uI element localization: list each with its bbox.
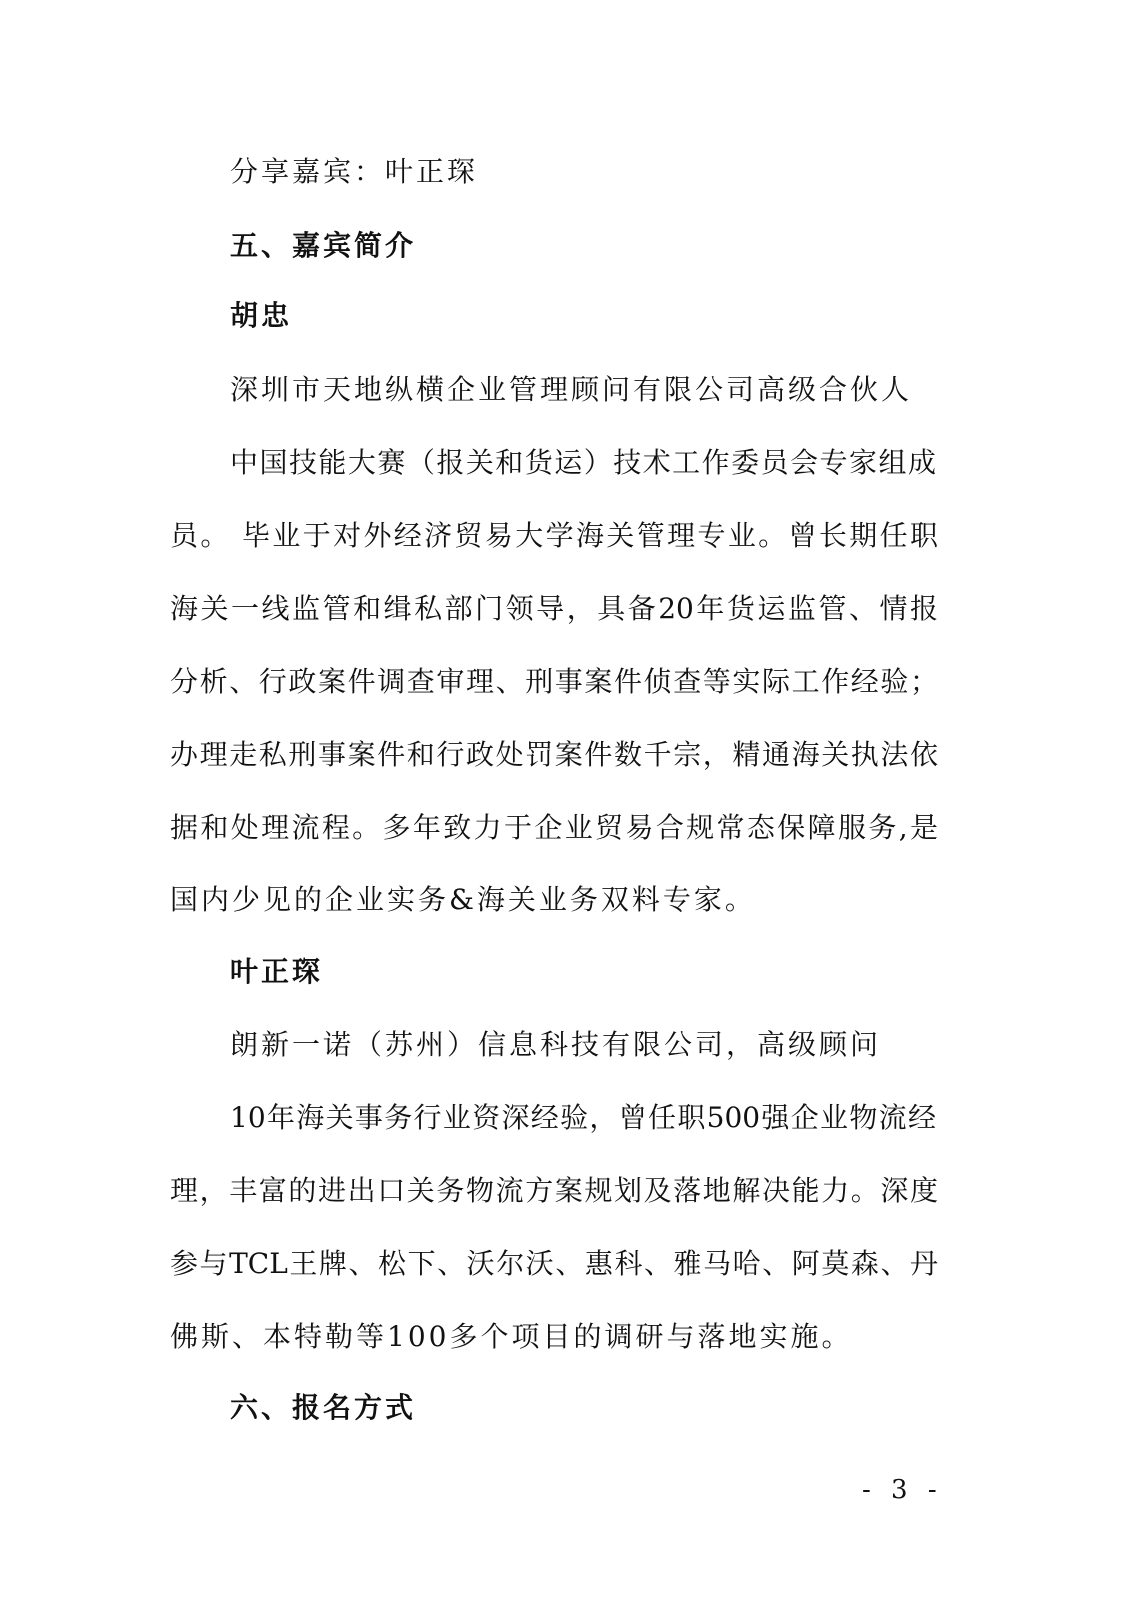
paragraph-line: 员。 毕业于对外经济贸易大学海关管理专业。曾长期任职 (170, 519, 938, 552)
paragraph-line: 办理走私刑事案件和行政处罚案件数千宗，精通海关执法依 (170, 738, 938, 771)
page-number: - 3 - (862, 1475, 943, 1505)
paragraph-line: 佛斯、本特勒等100多个项目的调研与落地实施。 (170, 1320, 853, 1353)
guest-2-title: 朗新一诺（苏州）信息科技有限公司，高级顾问 (230, 1028, 882, 1061)
paragraph-line: 国内少见的企业实务&海关业务双料专家。 (170, 883, 756, 916)
speaker-line: 分享嘉宾：叶正琛 (230, 155, 479, 188)
section-heading-registration: 六、报名方式 (230, 1391, 417, 1424)
paragraph-line: 10年海关事务行业资深经验，曾任职500强企业物流经 (230, 1101, 936, 1134)
guest-1-title: 深圳市天地纵横企业管理顾问有限公司高级合伙人 (230, 373, 913, 406)
paragraph-line: 理，丰富的进出口关务物流方案规划及落地解决能力。深度 (170, 1174, 938, 1207)
paragraph-line: 参与TCL王牌、松下、沃尔沃、惠科、雅马哈、阿莫森、丹 (170, 1247, 938, 1280)
paragraph-line: 中国技能大赛（报关和货运）技术工作委员会专家组成 (230, 446, 936, 479)
paragraph-line: 分析、行政案件调查审理、刑事案件侦查等实际工作经验； (170, 665, 938, 698)
paragraph-line: 据和处理流程。多年致力于企业贸易合规常态保障服务,是 (170, 811, 938, 844)
guest-name-1: 胡忠 (230, 299, 293, 332)
guest-name-2: 叶正琛 (230, 955, 324, 988)
section-heading-guests: 五、嘉宾简介 (230, 229, 417, 262)
paragraph-line: 海关一线监管和缉私部门领导，具备20年货运监管、情报 (170, 592, 938, 625)
